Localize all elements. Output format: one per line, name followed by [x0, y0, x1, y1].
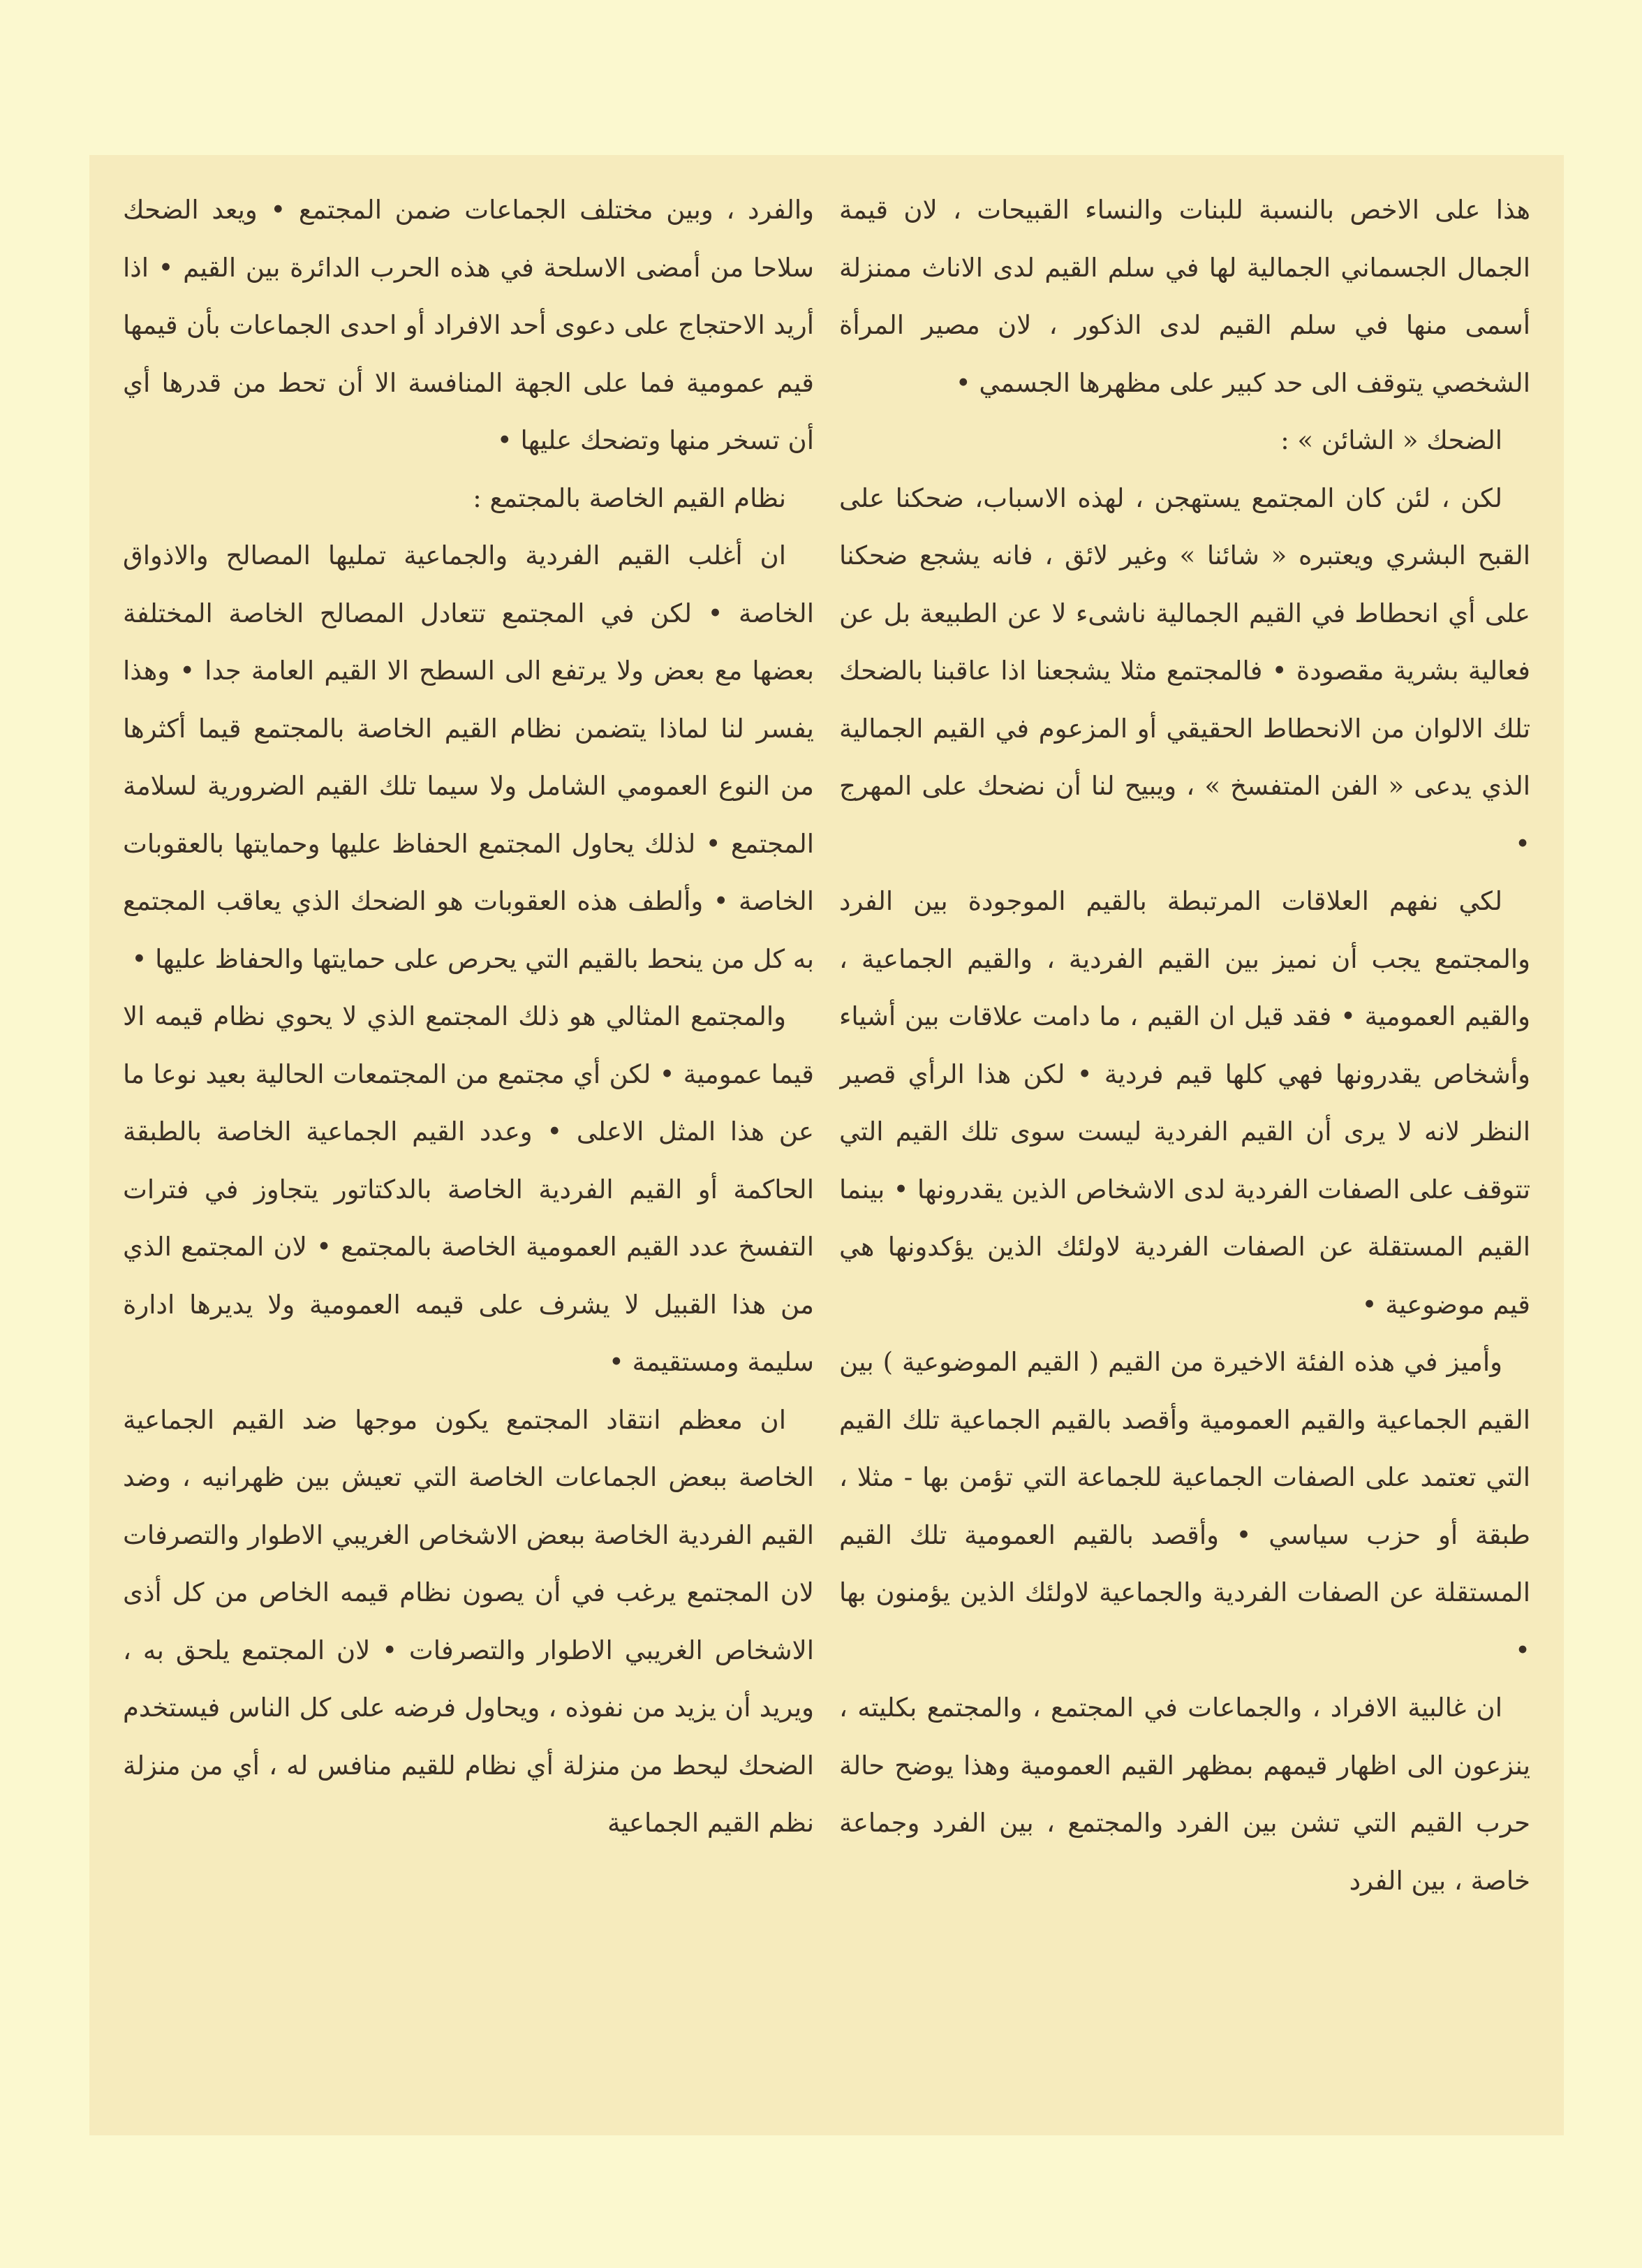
paragraph: ان أغلب القيم الفردية والجماعية تمليها المصالح والاذواق الخاصة • لكن في المجتمع تتعادل المصالح الخاصة المختلفة بعضها مع بعض ولا يرتفع الى السطح الا القيم العامة جدا • وهذا يفسر لنا لماذا يتضمن نظام القيم الخاصة بالمجتمع قيما أكثرها من النوع العمومي الشامل ولا سيما تلك القيم الضرورية لسلامة المجتمع • لذلك يحاول المجتمع الحفاظ عليها وحمايتها بالعقوبات الخاصة • وألطف هذه العقوبات هو الضحك الذي يعاقب المجتمع به كل من ينحط بالقيم التي يحرص على حمايتها والحفاظ عليها • [123, 540, 814, 974]
paragraph: والمجتمع المثالي هو ذلك المجتمع الذي لا يحوي نظام قيمه الا قيما عمومية • لكن أي مجتمع من المجتمعات الحالية بعيد نوعا ما عن هذا المثل الاعلى • وعدد القيم الجماعية الخاصة بالطبقة الحاكمة أو القيم الفردية الخاصة بالدكتاتور يتجاوز في فترات التفسخ عدد القيم العمومية الخاصة بالمجتمع • لان المجتمع الذي من هذا القبيل لا يشرف على قيمه العمومية ولا يديرها ادارة سليمة ومستقيمة • [123, 1001, 814, 1377]
left-column [123, 182, 814, 2123]
scanned-page [89, 155, 1564, 2135]
two-column-layout [123, 182, 1530, 2135]
paragraph: والفرد ، وبين مختلف الجماعات ضمن المجتمع • ويعد الضحك سلاحا من أمضى الاسلحة في هذه الحرب الدائرة بين القيم • اذا أريد الاحتجاج على دعوى أحد الافراد أو احدى الجماعات بأن قيمها قيم عمومية فما على الجهة المنافسة الا أن تحط من قدرها أي أن تسخر منها وتضحك عليها • [123, 195, 814, 455]
section-heading: الضحك « الشائن » : [1280, 425, 1502, 455]
paragraph: وأميز في هذه الفئة الاخيرة من القيم ( القيم الموضوعية ) بين القيم الجماعية والقيم العمومية وأقصد بالقيم الجماعية تلك القيم التي تعتمد على الصفات الجماعية للجماعة التي تؤمن بها - مثلا ، طبقة أو حزب سياسي • وأقصد بالقيم العمومية تلك القيم المستقلة عن الصفات الفردية والجماعية لاولئك الذين يؤمنون بها • [839, 1347, 1530, 1665]
paragraph: هذا على الاخص بالنسبة للبنات والنساء القبيحات ، لان قيمة الجمال الجسماني الجمالية لها في سلم القيم لدى الاناث ممنزلة أسمى منها في سلم القيم لدى الذكور ، لان مصير المرأة الشخصي يتوقف الى حد كبير على مظهرها الجسمي • [839, 195, 1530, 398]
paragraph: لكي نفهم العلاقات المرتبطة بالقيم الموجودة بين الفرد والمجتمع يجب أن نميز بين القيم الفردية ، والقيم الجماعية ، والقيم العمومية • فقد قيل ان القيم ، ما دامت علاقات بين أشياء وأشخاص يقدرونها فهي كلها قيم فردية • لكن هذا الرأي قصير النظر لانه لا يرى أن القيم الفردية ليست سوى تلك القيم التي تتوقف على الصفات الفردية لدى الاشخاص الذين يقدرونها • بينما القيم المستقلة عن الصفات الفردية لاولئك الذين يؤكدونها هي قيم موضوعية • [839, 886, 1530, 1320]
paragraph: لكن ، لئن كان المجتمع يستهجن ، لهذه الاسباب، ضحكنا على القبح البشري ويعتبره « شائنا » وغير لائق ، فانه يشجع ضحكنا على أي انحطاط في القيم الجمالية ناشىء لا عن الطبيعة بل عن فعالية بشرية مقصودة • فالمجتمع مثلا يشجعنا اذا عاقبنا بالضحك تلك الالوان من الانحطاط الحقيقي أو المزعوم في القيم الجمالية الذي يدعى « الفن المتفسخ » ، ويبيح لنا أن نضحك على المهرج • [839, 483, 1530, 859]
paragraph: ان غالبية الافراد ، والجماعات في المجتمع ، والمجتمع بكليته ، ينزعون الى اظهار قيمهم بمظهر القيم العمومية وهذا يوضح حالة حرب القيم التي تشن بين الفرد والمجتمع ، بين الفرد وجماعة خاصة ، بين الفرد [839, 1693, 1530, 1896]
right-column [839, 182, 1530, 2123]
paragraph: ان معظم انتقاد المجتمع يكون موجها ضد القيم الجماعية الخاصة ببعض الجماعات الخاصة التي تعيش بين ظهرانيه ، وضد القيم الفردية الخاصة ببعض الاشخاص الغريبي الاطوار والتصرفات لان المجتمع يرغب في أن يصون نظام قيمه الخاص من كل أذى الاشخاص الغريبي الاطوار والتصرفات • لان المجتمع يلحق به ، ويريد أن يزيد من نفوذه ، ويحاول فرضه على كل الناس فيستخدم الضحك ليحط من منزلة أي نظام للقيم منافس له ، أي من منزلة نظم القيم الجماعية [123, 1404, 814, 1838]
section-heading: نظام القيم الخاصة بالمجتمع : [473, 483, 786, 513]
